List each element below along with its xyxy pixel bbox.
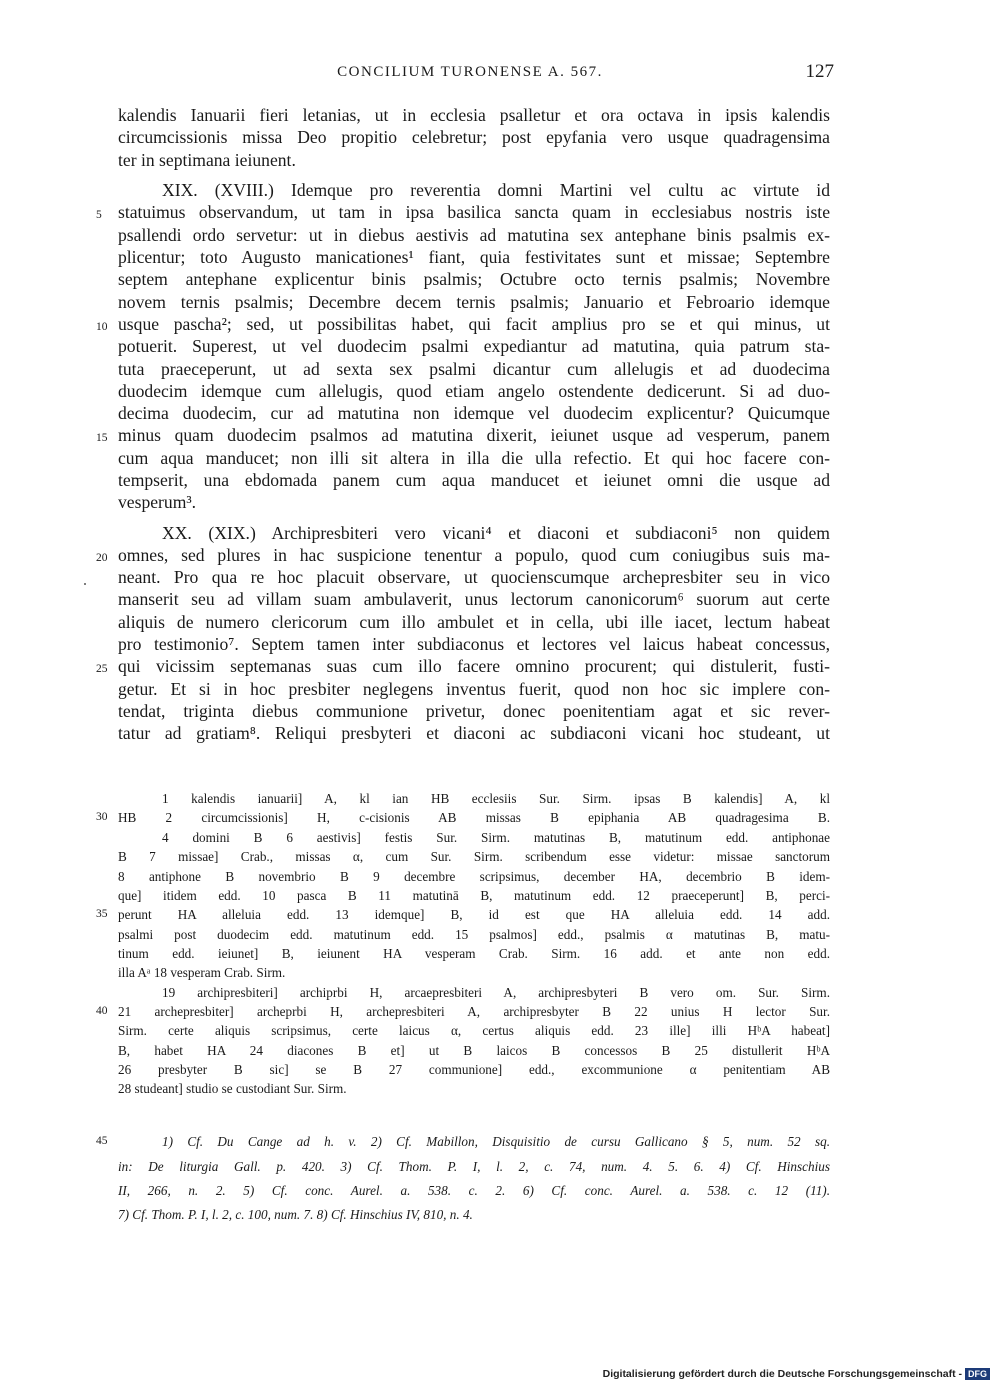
- stray-mark: [84, 583, 86, 585]
- text-line: XX. (XIX.) Archipresbiteri vero vicani⁴ et diaconi et subdiaconi⁵ non quidem: [162, 523, 830, 543]
- line-number: 15: [96, 432, 108, 444]
- text-line: psallendi ordo servetur: ut in diebus aestivis ad matutina sex antephane binis psalmis ex-: [118, 225, 830, 245]
- text-line: duodecim idemque cum allelugis, quod etiam angelo ostendente dedicerunt. Si ad duo-: [118, 381, 830, 401]
- line-number: 20: [96, 552, 108, 564]
- apparatus-line: 4 domini B 6 aestivis] festis Sur. Sirm. matutinas B, matutinum edd. antiphonae: [162, 830, 830, 845]
- apparatus-line: illa Aᵃ 18 vesperam Crab. Sirm.: [118, 965, 286, 980]
- text-line: septem antephane explicentur binis psalmis; Octubre octo ternis psalmis; Novembre: [118, 269, 830, 289]
- text-line: potuerit. Superest, ut vel duodecim psalmi expediantur ad matutina, quia patrum sta-: [118, 336, 830, 356]
- apparatus-line: 19 archipresbiteri] archiprbi H, arcaepresbiteri A, archipresbyteri B vero om. Sur. Sirm.: [162, 985, 830, 1000]
- text-line: omnes, sed plures in hac suspicione tenentur a populo, quod cum coniugibus suis ma-: [118, 545, 830, 565]
- text-line: statuimus observandum, ut tam in ipsa basilica sancta quam in ecclesiabus nostris iste: [118, 202, 830, 222]
- note-line: in: De liturgia Gall. p. 420. 3) Cf. Thom. P. I, l. 2, c. 74, num. 4. 5. 6. 4) Cf. Hinschius: [118, 1159, 830, 1174]
- text-line: manserit seu ad villam suam ambulaverit, unus lectorum canonicorum⁶ suorum aut certe: [118, 589, 830, 609]
- text-line: circumcissionis missa Deo propitio celebretur; post epyfania vero usque quadragensima: [118, 127, 830, 147]
- text-line: usque pascha²; sed, ut possibilitas habet, qui facit amplius pro se et qui minus, ut: [118, 314, 830, 334]
- line-number: 35: [96, 908, 108, 920]
- text-line: qui vicissim septemanas suas cum illo facere omnino procurent; qui distulerit, fusti-: [118, 656, 830, 676]
- running-title: CONCILIUM TURONENSE A. 567.: [337, 64, 603, 80]
- text-line: pro testimonio⁷. Septem tamen inter subdiaconus et lectores vel laicus habeat concessus,: [118, 634, 830, 654]
- apparatus-line: 28 studeant] studio se custodiant Sur. Sirm.: [118, 1081, 347, 1096]
- footer-text: Digitalisierung gefördert durch die Deutsche Forschungsgemeinschaft -: [602, 1368, 962, 1380]
- text-line: tatur ad gratiam⁸. Reliqui presbyteri et diaconi ac subdiaconi vicani hoc studeant, ut: [118, 723, 830, 743]
- note-line: 7) Cf. Thom. P. I, l. 2, c. 100, num. 7. 8) Cf. Hinschius IV, 810, n. 4.: [118, 1207, 473, 1222]
- line-number: 5: [96, 209, 102, 221]
- apparatus-line: 1 kalendis ianuarii] A, kl ian HB ecclesiis Sur. Sirm. ipsas B kalendis] A, kl: [162, 791, 830, 806]
- text-line: getur. Et si in hoc presbiter neglegens inventus fuerit, quod non hoc sic implere con-: [118, 679, 830, 699]
- text-line: aliquis de numero clericorum cum illo ambulet et in cella, ubi ille iacet, lectum habeat: [118, 612, 830, 632]
- line-number: 25: [96, 663, 108, 675]
- text-line: cum aqua manducet; non illi sit altera in illa die ulla refectio. Et qui hoc facere con-: [118, 448, 830, 468]
- text-line: tendat, triginta diebus communione privetur, donec poenitentiam agat et sic rever-: [118, 701, 830, 721]
- apparatus-line: que] itidem edd. 10 pasca B 11 matutinā B, matutinum edd. 12 praeceperunt] B, perci-: [118, 888, 830, 903]
- text-line: XIX. (XVIII.) Idemque pro reverentia domni Martini vel cultu ac virtute id: [162, 180, 830, 200]
- apparatus-line: B 7 missae] Crab., missas α, cum Sur. Sirm. scribendum esse videtur: missae sanctorum: [118, 849, 830, 864]
- apparatus-line: 26 presbyter B sic] se B 27 communione] edd., excommunione α penitentiam AB: [118, 1062, 830, 1077]
- text-line: ter in septimana ieiunent.: [118, 150, 296, 170]
- apparatus-line: 21 archepresbiter] archeprbi H, archepresbiteri A, archipresbyter B 22 unius H lector Sur.: [118, 1004, 830, 1019]
- dfg-logo: DFG: [965, 1368, 990, 1380]
- text-line: tempserit, una ebdomada panem cum aqua manducet et ieiunet omni die usque ad: [118, 470, 830, 490]
- text-line: decima duodecim, cur ad matutina non idemque vel duodecim explicentur? Quicumque: [118, 403, 830, 423]
- text-line: novem ternis psalmis; Decembre decem ternis psalmis; Januario et Febroario idemque: [118, 292, 830, 312]
- text-line: vesperum³.: [118, 492, 197, 512]
- apparatus-line: psalmi post duodecim edd. matutinum edd. 15 psalmos] edd., psalmis α matutinas B, matu-: [118, 927, 830, 942]
- apparatus-line: B, habet HA 24 diacones B et] ut B laicos B concessos B 25 distullerit HᵇA: [118, 1043, 830, 1058]
- apparatus-line: 8 antiphone B novembrio B 9 decembre scripsimus, december HA, decembrio B idem-: [118, 869, 830, 884]
- text-line: neant. Pro qua re hoc placuit observare, ut quocienscumque archepresbiter seu in vico: [118, 567, 830, 587]
- digitization-footer: [603, 1368, 990, 1380]
- text-line: minus quam duodecim psalmos ad matutina dixerit, ieiunet usque ad vesperum, panem: [118, 425, 830, 445]
- page-number: 127: [805, 61, 834, 82]
- text-line: tuta praeceperunt, ut ad sexta sex psalmi dicantur cum allelugis et ad duodecima: [118, 359, 830, 379]
- line-number: 45: [96, 1135, 108, 1147]
- line-number: 10: [96, 321, 108, 333]
- text-line: plicentur; toto Augusto manicationes¹ fiant, quia festivitates sunt et missae; Septembre: [118, 247, 830, 267]
- apparatus-line: perunt HA alleluia edd. 13 idemque] B, id est que HA alleluia edd. 14 add.: [118, 907, 830, 922]
- apparatus-line: Sirm. certe aliquis scripsimus, certe laicus α, certus aliquis edd. 23 ille] illi HᵇA habeat]: [118, 1023, 830, 1038]
- line-number: 40: [96, 1005, 108, 1017]
- text-line: kalendis Ianuarii fieri letanias, ut in ecclesia psalletur et ora octava in ipsis kalendis: [118, 105, 830, 125]
- note-line: 1) Cf. Du Cange ad h. v. 2) Cf. Mabillon, Disquisitio de cursu Gallicano § 5, num. 52 sq.: [162, 1134, 830, 1149]
- note-line: II, 266, n. 2. 5) Cf. conc. Aurel. a. 538. c. 2. 6) Cf. conc. Aurel. a. 538. c. 12 (11).: [118, 1183, 830, 1198]
- apparatus-line: HB 2 circumcissionis] H, c-cisionis AB missas B epiphania AB quadragesima B.: [118, 810, 830, 825]
- line-number: 30: [96, 811, 108, 823]
- apparatus-line: tinum edd. ieiunet] B, ieiunent HA vesperam Crab. Sirm. 16 add. et ante non edd.: [118, 946, 830, 961]
